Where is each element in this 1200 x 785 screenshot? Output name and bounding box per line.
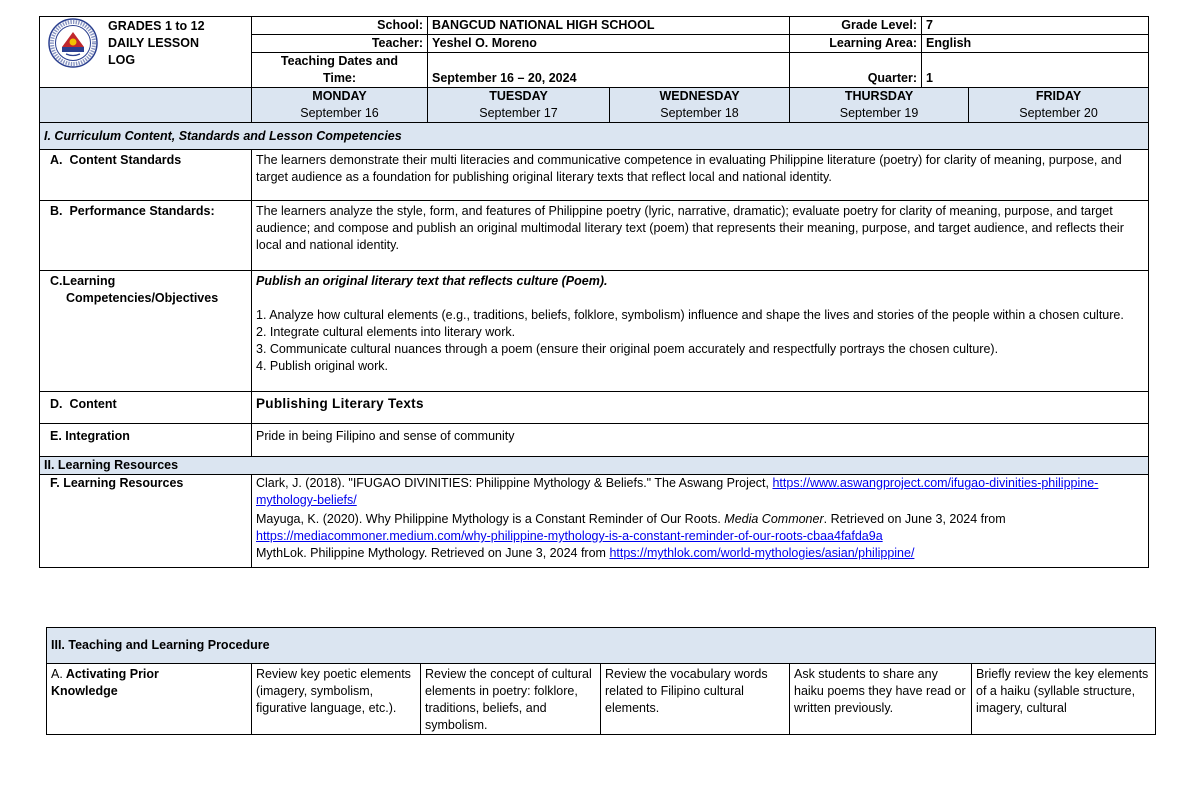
reference-mayuga <box>256 511 1144 545</box>
competencies-label <box>40 271 252 392</box>
competencies-text <box>252 271 1149 392</box>
day-date: September 16 <box>300 106 379 120</box>
integration-text: Pride in being Filipino and sense of community <box>252 424 1149 457</box>
teaching-dates-label-line2: Time: <box>322 71 357 85</box>
reference-text: . Retrieved on June 3, 2024 from <box>823 512 1006 526</box>
day-date: September 17 <box>479 106 558 120</box>
content-label <box>40 392 252 424</box>
competencies-heading: Publish an original literary text that reflects culture (Poem). <box>256 274 608 288</box>
day-name: FRIDAY <box>1035 89 1082 103</box>
teacher-value: Yeshel O. Moreno <box>428 35 790 53</box>
row-letter: A. <box>51 667 63 681</box>
learning-area-value: English <box>922 35 1149 53</box>
learning-resources-text <box>252 475 1149 568</box>
quarter-label: Quarter: <box>790 53 922 88</box>
section-procedure-heading: III. Teaching and Learning Procedure <box>47 628 1156 664</box>
row-letter: D. <box>50 397 63 411</box>
days-corner-cell <box>40 88 252 123</box>
reference-text: MythLok. Philippine Mythology. Retrieved on June 3, 2024 from <box>256 546 610 560</box>
performance-standards-label <box>40 201 252 271</box>
activating-tuesday: Review the concept of cultural elements in poetry: folklore, traditions, beliefs, and symbolism. <box>421 664 601 735</box>
row-letter: B. <box>50 204 63 218</box>
log-title <box>44 17 247 69</box>
row-letter: C. <box>50 274 63 288</box>
row-label-line2: Knowledge <box>51 684 118 698</box>
section-curriculum-heading: I. Curriculum Content, Standards and Lesson Competencies <box>40 123 1149 150</box>
row-label-line2: Competencies/Objectives <box>66 291 219 305</box>
day-name: MONDAY <box>312 89 367 103</box>
reference-journal: Media Commoner <box>724 512 824 526</box>
activating-thursday: Ask students to share any haiku poems they have read or written previously. <box>790 664 972 735</box>
procedure-table <box>46 627 1156 735</box>
day-column-monday <box>252 88 428 123</box>
learning-resources-label: F. Learning Resources <box>40 475 252 568</box>
activating-friday: Briefly review the key elements of a haiku (syllable structure, imagery, cultural <box>972 664 1156 735</box>
competency-item: 3. Communicate cultural nuances through a poem (ensure their original poem accurately and respectfully portrays the chosen culture). <box>256 342 999 356</box>
competency-item: 2. Integrate cultural elements into literary work. <box>256 325 516 339</box>
day-date: September 19 <box>839 106 919 120</box>
school-label: School: <box>252 17 428 35</box>
row-label: Integration <box>65 429 130 443</box>
row-label-line1: Learning <box>62 274 116 288</box>
reference-link[interactable]: https://mythlok.com/world-mythologies/asian/philippine/ <box>609 546 915 560</box>
day-column-thursday <box>790 88 969 123</box>
row-label: Content Standards <box>69 153 182 167</box>
performance-standards-text: The learners analyze the style, form, and features of Philippine poetry (lyric, narrative, dramatic); evaluate poetry for clarity of meaning, purpose, and target audience; and compose and publish an original multimodal literary text (poem) that represents their meaning, purpose, and target audience, and reflects their local and national identity. <box>252 201 1149 271</box>
grade-level-value: 7 <box>922 17 1149 35</box>
day-name: THURSDAY <box>844 89 914 103</box>
day-column-wednesday <box>610 88 790 123</box>
teaching-dates-value: September 16 – 20, 2024 <box>428 53 790 88</box>
row-label: Content <box>69 397 117 411</box>
reference-link[interactable]: https://www.aswangproject.com/ifugao-divinities-philippine-mythology-beliefs/ <box>256 476 1099 507</box>
day-date: September 20 <box>1019 106 1098 120</box>
quarter-value: 1 <box>922 53 1149 88</box>
teacher-label: Teacher: <box>252 35 428 53</box>
row-label-line1: Activating Prior <box>65 667 159 681</box>
log-title-line1: GRADES 1 to 12 <box>108 19 205 33</box>
section-resources-heading: II. Learning Resources <box>40 457 1149 475</box>
competency-item: 1. Analyze how cultural elements (e.g., traditions, beliefs, folklore, symbolism) influence and shape the lives and stories of the people within a chosen culture. <box>256 308 1124 322</box>
day-name: WEDNESDAY <box>659 89 740 103</box>
log-title-line3: LOG <box>108 53 136 67</box>
activating-knowledge-label <box>47 664 252 735</box>
lesson-log-table <box>39 16 1149 568</box>
header-title-cell <box>40 17 252 88</box>
reference-text: Mayuga, K. (2020). Why Philippine Mythology is a Constant Reminder of Our Roots. <box>256 512 725 526</box>
teaching-dates-label <box>252 53 428 88</box>
integration-label <box>40 424 252 457</box>
reference-clark <box>256 475 1144 509</box>
learning-area-label: Learning Area: <box>790 35 922 53</box>
content-standards-label <box>40 150 252 201</box>
activating-monday: Review key poetic elements (imagery, symbolism, figurative language, etc.). <box>252 664 421 735</box>
reference-link[interactable]: https://mediacommoner.medium.com/why-philippine-mythology-is-a-constant-reminder-of-our-roots-cbaa4fafda9a <box>256 529 883 543</box>
day-name: TUESDAY <box>489 89 548 103</box>
activating-wednesday: Review the vocabulary words related to Filipino cultural elements. <box>601 664 790 735</box>
competency-item: 4. Publish original work. <box>256 359 389 373</box>
day-column-tuesday <box>428 88 610 123</box>
day-column-friday <box>969 88 1149 123</box>
reference-mythlok <box>256 545 1144 562</box>
row-letter: A. <box>50 153 63 167</box>
grade-level-label: Grade Level: <box>790 17 922 35</box>
teaching-dates-label-line1: Teaching Dates and <box>280 54 399 68</box>
content-text: Publishing Literary Texts <box>252 392 1149 424</box>
log-title-line2: DAILY LESSON <box>108 36 199 50</box>
row-letter: E. <box>50 429 62 443</box>
day-date: September 18 <box>660 106 739 120</box>
content-standards-text: The learners demonstrate their multi literacies and communicative competence in evaluating Philippine literature (poetry) for clarity of meaning, purpose, and target audience as a foundation for publishing original literary texts that reflect local and national identity. <box>252 150 1149 201</box>
row-label: Performance Standards: <box>69 204 215 218</box>
school-value: BANGCUD NATIONAL HIGH SCHOOL <box>428 17 790 35</box>
reference-text: Clark, J. (2018). "IFUGAO DIVINITIES: Philippine Mythology & Beliefs." The Aswang Project, <box>256 476 773 490</box>
